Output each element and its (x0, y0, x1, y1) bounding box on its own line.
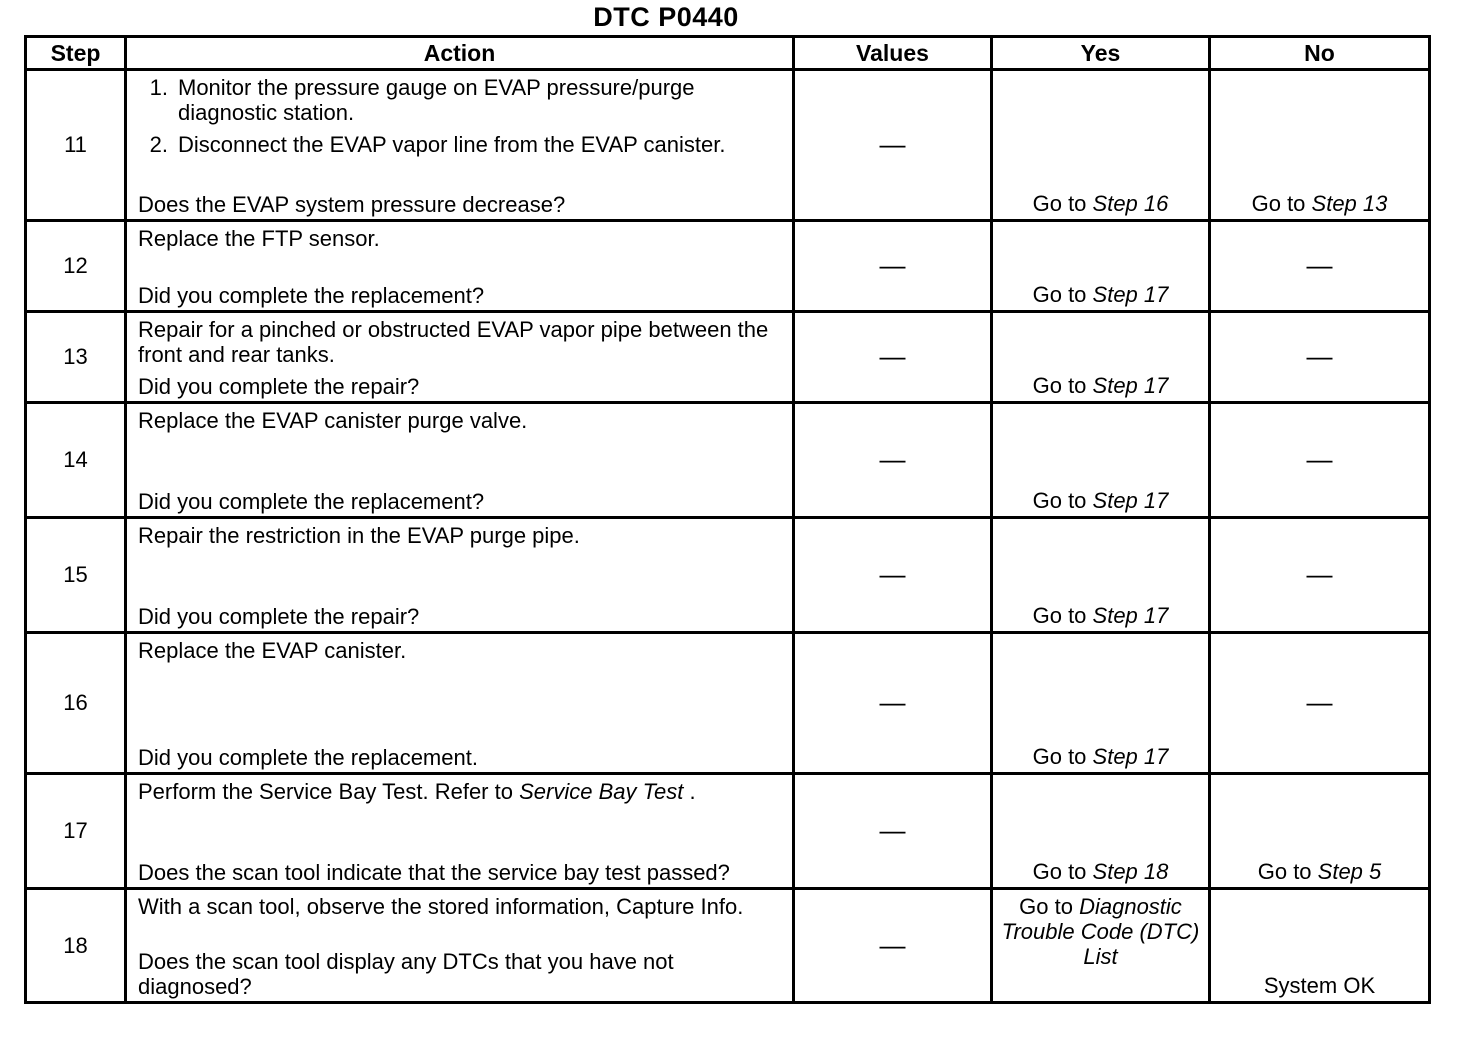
action-question: Did you complete the replacement? (138, 282, 485, 308)
yes-cell: Go to Step 17 (992, 403, 1210, 518)
header-row (26, 37, 1430, 70)
action-question: Did you complete the replacement. (138, 744, 478, 770)
values-cell: — (794, 633, 992, 774)
table-row-step-16 (26, 633, 1430, 774)
action-question: Does the EVAP system pressure decrease? (138, 191, 566, 217)
action-question: Does the scan tool display any DTCs that you have not diagnosed? (138, 948, 674, 999)
values-cell: — (794, 403, 992, 518)
step-number: 13 (26, 312, 126, 403)
yes-step-link[interactable]: Step 16 (1092, 190, 1169, 216)
header-action: Action (126, 37, 794, 70)
values-cell: — (794, 518, 992, 633)
values-cell: — (794, 774, 992, 889)
action-cell (126, 889, 794, 1003)
table-row-step-18 (26, 889, 1430, 1003)
header-step: Step (26, 37, 126, 70)
step-number: 14 (26, 403, 126, 518)
dtc-table (24, 35, 1431, 1004)
step-number: 18 (26, 889, 126, 1003)
no-cell: — (1210, 633, 1430, 774)
no-step-link[interactable]: Step 5 (1317, 858, 1382, 884)
action-text: Replace the FTP sensor. (138, 226, 380, 251)
step-number: 17 (26, 774, 126, 889)
action-cell (126, 70, 794, 221)
step-number: 11 (26, 70, 126, 221)
yes-cell: Go to Step 18 (992, 774, 1210, 889)
no-cell: System OK (1210, 889, 1430, 1003)
yes-step-link[interactable]: Step 17 (1092, 372, 1169, 398)
yes-cell: Go to Step 16 (992, 70, 1210, 221)
values-cell: — (794, 70, 992, 221)
step-number: 16 (26, 633, 126, 774)
action-cell (126, 518, 794, 633)
values-cell: — (794, 312, 992, 403)
table-row-step-15 (26, 518, 1430, 633)
dtc-list-link[interactable]: Diagnostic Trouble Code (DTC) List (1001, 894, 1200, 970)
table-row-step-14 (26, 403, 1430, 518)
values-cell: — (794, 889, 992, 1003)
action-text: Replace the EVAP canister purge valve. (138, 408, 528, 433)
action-text: Perform the Service Bay Test. Refer to Service Bay Test . (138, 779, 696, 804)
page-title: DTC P0440 (593, 2, 739, 32)
yes-cell: Go to Step 17 (992, 221, 1210, 312)
step-number: 12 (26, 221, 126, 312)
action-question: Did you complete the repair? (138, 603, 420, 629)
header-no: No (1210, 37, 1430, 70)
action-cell (126, 633, 794, 774)
action-list-item: 1. Monitor the pressure gauge on EVAP pressure/purge diagnostic station. (149, 75, 695, 126)
no-cell: Go to Step 13 (1210, 70, 1430, 221)
yes-step-link[interactable]: Step 17 (1092, 743, 1169, 769)
no-cell: Go to Step 5 (1210, 774, 1430, 889)
header-yes: Yes (992, 37, 1210, 70)
action-list (138, 75, 782, 164)
action-cell (126, 774, 794, 889)
no-step-link[interactable]: Step 13 (1311, 190, 1388, 216)
action-cell (126, 312, 794, 403)
yes-step-link[interactable]: Step 17 (1092, 602, 1169, 628)
no-cell: — (1210, 518, 1430, 633)
values-cell: — (794, 221, 992, 312)
table-row-step-11 (26, 70, 1430, 221)
no-cell: — (1210, 312, 1430, 403)
action-question: Did you complete the repair? (138, 373, 420, 399)
header-values: Values (794, 37, 992, 70)
action-cell (126, 403, 794, 518)
table-row-step-17 (26, 774, 1430, 889)
table-row-step-12 (26, 221, 1430, 312)
action-cell (126, 221, 794, 312)
action-text: Repair for a pinched or obstructed EVAP vapor pipe between the front and rear tanks. (138, 317, 769, 368)
table-row-step-13 (26, 312, 1430, 403)
yes-step-link[interactable]: Step 17 (1092, 281, 1169, 307)
action-list-item: 2. Disconnect the EVAP vapor line from the EVAP canister. (149, 132, 726, 158)
action-text: With a scan tool, observe the stored information, Capture Info. (138, 894, 744, 919)
action-text: Replace the EVAP canister. (138, 638, 407, 663)
yes-step-link[interactable]: Step 17 (1092, 487, 1169, 513)
yes-cell: Go to Step 17 (992, 633, 1210, 774)
yes-cell: Go to Step 17 (992, 518, 1210, 633)
action-question: Does the scan tool indicate that the service bay test passed? (138, 859, 730, 885)
service-bay-test-link[interactable]: Service Bay Test (519, 779, 684, 804)
action-question: Did you complete the replacement? (138, 488, 485, 514)
step-number: 15 (26, 518, 126, 633)
yes-cell: Go to Step 17 (992, 312, 1210, 403)
action-text: Repair the restriction in the EVAP purge pipe. (138, 523, 580, 548)
yes-step-link[interactable]: Step 18 (1092, 858, 1169, 884)
no-cell: — (1210, 221, 1430, 312)
no-cell: — (1210, 403, 1430, 518)
yes-cell: Go to Diagnostic Trouble Code (DTC) List (992, 889, 1210, 1003)
